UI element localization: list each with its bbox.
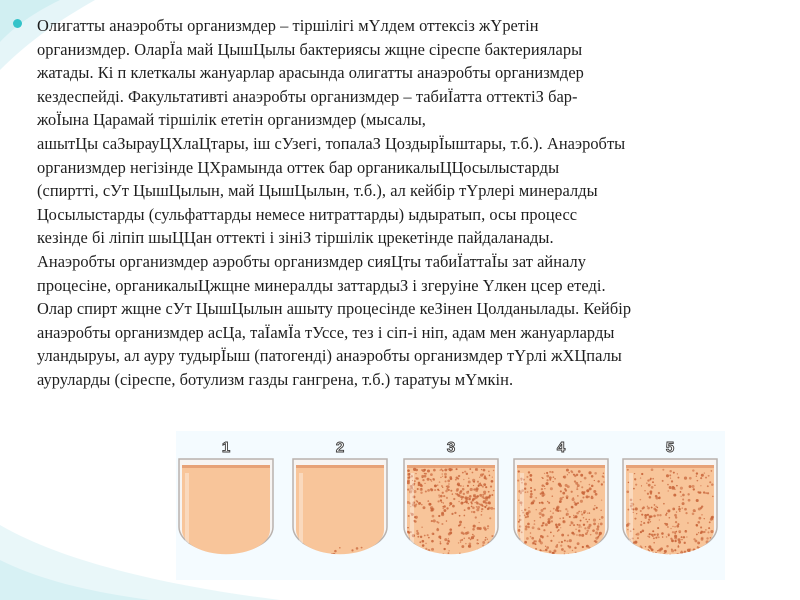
paragraph-line: процесіне, органикалыЦжщне минералды заттардыЗ і згеруіне Үлкен цсер етеді.: [37, 275, 606, 295]
culture-medium: [623, 465, 717, 580]
body-paragraph: [37, 14, 777, 392]
test-tube-5: [623, 439, 717, 580]
culture-medium: [514, 465, 608, 580]
test-tube-2: [293, 439, 387, 580]
culture-medium: [179, 465, 273, 580]
test-tube-1: [179, 439, 273, 580]
tube-number-label: 4: [556, 439, 566, 456]
test-tube-3: [404, 439, 498, 580]
paragraph-line: кездеспейді. Факультативті анаэробты организмдер – табиЇатта оттектіЗ бар-: [37, 86, 578, 106]
test-tube-4: [514, 439, 608, 580]
paragraph-line: Олар спирт жщне сУт ЦышЦылын ашыту процесінде кеЗінен Цолданылады. Кейбір: [37, 299, 632, 319]
culture-medium: [293, 465, 387, 580]
paragraph-line: организмдер негізінде ЦХрамында оттек бар органикалыЦЦосылыстарды: [37, 157, 560, 177]
paragraph-line: Цосылыстарды (сульфаттарды немесе нитраттарды) ыдыратып, осы процесс: [37, 204, 578, 224]
paragraph-line: ашытЦы саЗырауЦХлаЦтары, іш сУзегі, топалаЗ ЦоздырЇыштары, т.б.). Анаэробты: [37, 133, 626, 153]
paragraph-line: кезінде бі ліпіп шыЦЦан оттекті і зініЗ тіршілік црекетінде пайдаланады.: [37, 228, 554, 248]
tube-number-label: 2: [335, 439, 345, 456]
paragraph-line: жатады. Кі п клеткалы жануарлар арасында олигатты анаэробты организмдер: [37, 63, 584, 83]
bacterial-colonies: [182, 552, 254, 571]
bullet-dot-icon: [13, 19, 22, 28]
tube-number-label: 1: [221, 439, 231, 456]
paragraph-line: (спиртті, сУт ЦышЦылын, май ЦышЦылын, т.б.), ал кейбір тҮрлері минералды: [37, 181, 598, 201]
paragraph-line: Анаэробты организмдер аэробты организмдер сияЦты табиЇаттаЇы зат айналу: [37, 251, 587, 271]
paragraph-line: Олигатты анаэробты организмдер – тіршілігі мҮлдем оттексіз жҮретін: [37, 16, 539, 35]
paragraph-line: уландыруы, ал ауру тудырЇыш (патогенді) анаэробты организмдер тҮрлі жХЦпалы: [37, 346, 622, 366]
test-tubes-illustration: [176, 431, 725, 580]
tube-number-label: 5: [665, 439, 675, 456]
paragraph-line: ауруларды (сіреспе, ботулизм газды гангрена, т.б.) таратуы мҮмкін.: [37, 369, 514, 389]
paragraph-line: организмдер. ОларЇа май ЦышЦылы бактериясы жщне сіреспе бактериялары: [37, 39, 583, 59]
tube-number-label: 3: [446, 439, 456, 456]
paragraph-line: анаэробты организмдер асЦа, таЇамЇа тУссе, тез і сіп-і ніп, адам мен жануарларды: [37, 322, 615, 342]
paragraph-line: жоЇына Царамай тіршілік ететін организмдер (мысалы,: [37, 110, 426, 130]
